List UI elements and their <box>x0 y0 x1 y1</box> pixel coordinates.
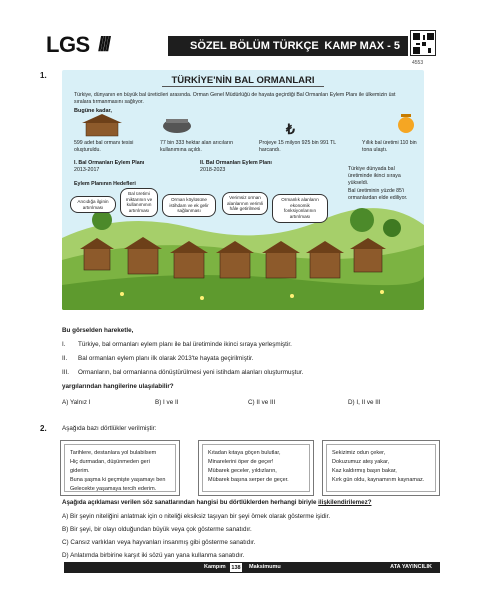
goal-bubble: Bal üretimi miktarının ve kullanımının artırılması <box>120 188 158 217</box>
statement-text: Ormanların, bal ormanlarına dönüştürülmesi yeni istihdam alanları oluşturmuştur. <box>78 369 304 376</box>
poem-line: Kaz kaldırmış başın bakar, <box>332 468 397 475</box>
option-key: A) <box>62 513 69 520</box>
option-d[interactable] <box>62 552 244 559</box>
option-d[interactable] <box>348 399 381 406</box>
publisher: ATA YAYINCILIK <box>390 564 432 570</box>
question-number: 2. <box>40 424 47 433</box>
q2-question-main: Aşağıda açıklaması verilen söz sanatlarından hangisi bu dörtlüklerden herhangi biriyle <box>62 499 319 506</box>
option-text: Bir şeyi, bir olayı olduğundan büyük veya çok gösterme sanatıdır. <box>70 526 252 533</box>
question-number: 1. <box>40 71 47 80</box>
statement-num: II. <box>62 355 68 362</box>
stat-honey-output: Yıllık bal üretimi 110 bin tona ulaştı. <box>362 140 417 153</box>
option-text: Anlatımda birbirine karşıt iki sözü yan yana kullanma sanatıdır. <box>70 552 245 559</box>
option-key: A) <box>62 399 69 406</box>
poem-line: Hiç durmadan, düşünmeden geri giderim. <box>70 459 150 475</box>
infographic-title: TÜRKİYE'NİN BAL ORMANLARI <box>171 75 315 86</box>
side-note-forest-share: Bal üretiminin yüzde 85'i ormanlardan elde ediliyor. <box>348 188 408 201</box>
infographic-intro: Türkiye, dünyanın en büyük bal üreticileri arasında. Orman Genel Müdürlüğü de hayata geçirdiği Bal Ormanları Eylem Planı ile ülkemizin üst sıralara tırmanmasını sağlıyor. <box>74 92 396 106</box>
poem-line: Kıtadan kıtaya göçen bulutlar, <box>208 450 281 456</box>
footer-left: Kampım <box>204 564 226 570</box>
option-key: C) <box>62 539 69 546</box>
option-a[interactable] <box>62 399 90 406</box>
option-key: B) <box>62 526 69 533</box>
option-b[interactable] <box>62 526 252 533</box>
qr-id: 4553 <box>412 60 424 66</box>
poem-line: Minarelerini öper de geçer! <box>208 459 274 466</box>
poem-box <box>322 440 440 496</box>
today-label: Bugüne kadar, <box>74 108 112 114</box>
honey-forest-infographic <box>62 70 424 310</box>
poem-box <box>198 440 314 496</box>
statement-text: Türkiye, bal ormanları eylem planı ile bal üretiminde ikinci sıraya yerleşmiştir. <box>78 341 292 348</box>
plan-1-title: I. Bal Ormanları Eylem Planı <box>74 160 145 166</box>
qr-code-icon[interactable] <box>410 30 436 56</box>
option-b[interactable] <box>155 399 178 406</box>
poem-line: Gelecekte yaşamaya tercih ederim. <box>70 486 157 493</box>
plan-1 <box>74 160 144 174</box>
option-text: Bir şeyin niteliğini anlatmak için o niteliği eksiksiz taşıyan bir şeyi örnek olarak gösterme işidir. <box>70 513 331 520</box>
poem-line: Buna şaşma ki geçmişte yaşamayı ben <box>70 477 166 484</box>
poem-line: Kırk gün oldu, kaynamırım kaynamaz. <box>332 477 425 484</box>
page-footer <box>64 562 440 573</box>
goal-bubble: Verimsiz orman alanlarının verimli hâle getirilmesi <box>222 192 268 215</box>
stat-area: 77 bin 333 hektar alan arıcıların kullanımına açıldı. <box>160 140 233 153</box>
poem-line: Dokuzumuz ateş yakar, <box>332 459 390 466</box>
q2-intro: Aşağıda bazı dörtlükler verilmiştir: <box>62 425 157 432</box>
statement-3 <box>62 369 303 376</box>
q1-question: yargılarından hangilerine ulaşılabilir? <box>62 383 174 390</box>
page-header <box>40 32 440 66</box>
statement-num: III. <box>62 369 69 376</box>
section-title: SÖZEL BÖLÜM TÜRKÇE <box>190 40 319 52</box>
side-note-rank: Türkiye dünyada bal üretiminde ikinci sıraya yükseldi. <box>348 166 401 186</box>
poem-line: Tarihlere, destanlara yol bulabilsem <box>70 450 157 456</box>
title-underline <box>162 86 324 87</box>
q1-prompt: Bu görselden hareketle, <box>62 327 134 334</box>
header-bar <box>168 36 408 56</box>
option-c[interactable] <box>248 399 275 406</box>
option-text: I ve II <box>163 399 179 406</box>
plan-1-years: 2013-2017 <box>74 167 100 174</box>
brand-logo: LGS <box>46 32 90 57</box>
footer-right: Maksimumu <box>249 564 281 570</box>
statement-2 <box>62 355 254 362</box>
option-text: I, II ve III <box>356 399 381 406</box>
poem-box <box>60 440 180 496</box>
brand-slashes: //// <box>98 34 109 56</box>
camp-label: KAMP MAX - 5 <box>324 40 400 52</box>
option-key: D) <box>62 552 69 559</box>
goal-bubble: Ormanlık alanların ekonomik fonksiyonlarının artırılması <box>272 194 328 223</box>
option-text: Cansız varlıkları veya hayvanları insanmış gibi gösterme sanatıdır. <box>70 539 256 546</box>
statement-text: Bal ormanları eylem planı ilk olarak 2013'te hayata geçirilmiştir. <box>78 355 254 362</box>
plan-2 <box>200 160 272 174</box>
plan-2-title: II. Bal Ormanları Eylem Planı <box>200 160 272 166</box>
poem-line: Mübarek geceler, yıldızların, <box>208 468 277 475</box>
q2-question <box>62 499 371 506</box>
plan-2-years: 2018-2023 <box>200 167 226 174</box>
page-number: 138 <box>229 562 243 573</box>
option-text: II ve III <box>256 399 276 406</box>
option-key: C) <box>248 399 255 406</box>
goals-title: Eylem Planının Hedefleri <box>74 181 136 187</box>
stat-budget: Projeye 15 milyon 925 bin 991 TL harcandı. <box>259 140 336 153</box>
lira-icon: ₺ <box>286 121 295 137</box>
poem-line: Mübarek başına serper de geçer. <box>208 477 289 484</box>
option-key: B) <box>155 399 162 406</box>
option-c[interactable] <box>62 539 256 546</box>
stat-forest-count: 599 adet bal ormanı tesisi oluşturuldu. <box>74 140 134 153</box>
goal-bubble: Ancıdığa ilginin artırılması <box>70 196 116 213</box>
statement-num: I. <box>62 341 66 348</box>
goal-bubble: Orman köylüsüne istihdam ve ek gelir sağlanması <box>162 194 216 217</box>
statement-1 <box>62 341 292 348</box>
option-text: Yalnız I <box>69 399 91 406</box>
option-a[interactable] <box>62 513 330 520</box>
q2-question-emphasis: ilişkilendirilemez? <box>318 499 372 506</box>
option-key: D) <box>348 399 355 406</box>
poem-line: Sekizimiz odun çeker, <box>332 450 386 456</box>
